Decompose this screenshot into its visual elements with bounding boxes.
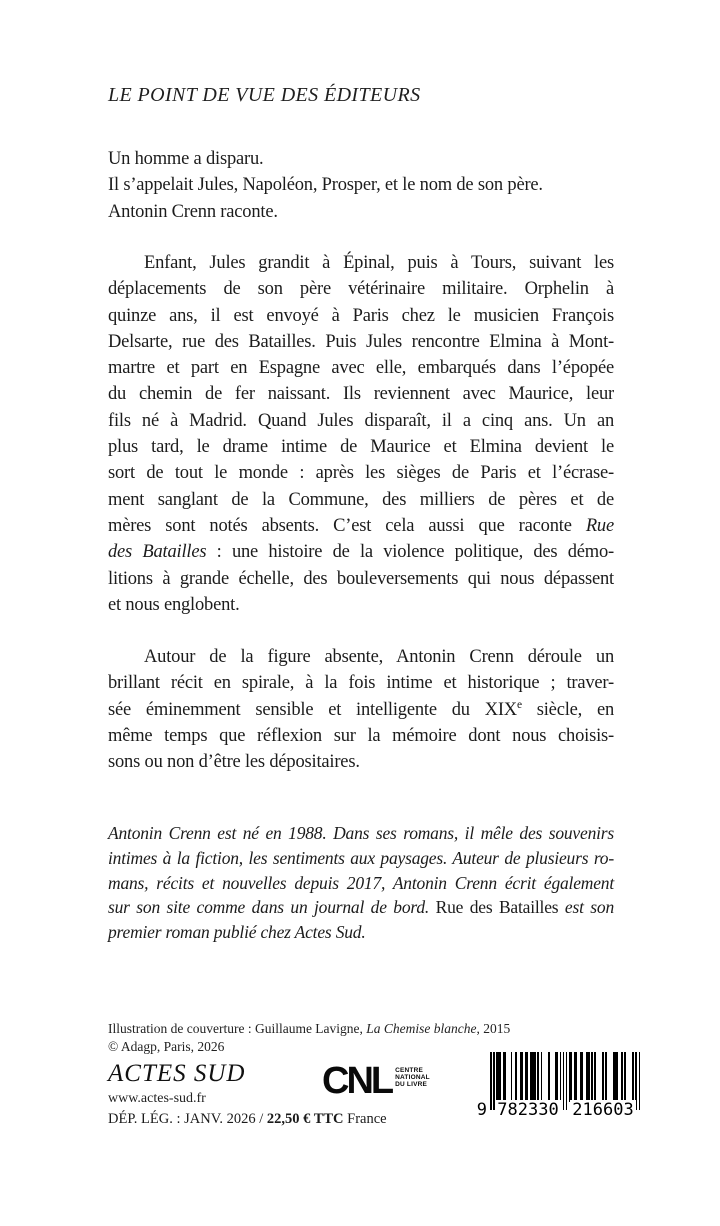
barcode bbox=[476, 1052, 650, 1124]
cnl-label-line-3: DU LIVRE bbox=[395, 1081, 428, 1088]
synopsis-paragraph-2: Autour de la figure absente, Antonin Crenn déroule un brillant récit en spirale, à la fois intime et historique ; traver- sée éminemment sensible et intelligente du XIXe siècle, en même temps que réflexion sur la mémoire dont nous choisis- sons ou non d’être les dépositaires. bbox=[108, 647, 615, 773]
publisher-website: www.actes-sud.fr bbox=[108, 1091, 206, 1106]
barcode-digit-first: 9 bbox=[476, 1100, 487, 1120]
cnl-acronym: CNL bbox=[322, 1060, 392, 1102]
barcode-digits bbox=[476, 1100, 650, 1120]
synopsis-paragraph-1: Enfant, Jules grandit à Épinal, puis à Tours, suivant les déplacements de son père vétérinaire militaire. Orphelin à quinze ans, il est envoyé à Paris chez le musicien François Delsarte, rue des Batailles. Puis Jules rencontre Elmina à Mont- martre et part en Espagne avec elle, embarqués dans l’épopée du chemin de fer naissant. Ils reviennent avec Maurice, leur fils né à Madrid. Quand Jules disparaît, il a cinq ans. Un an plus tard, le drame intime de Maurice et Elmina devient le sort de tout le monde : après les sièges de Paris et l’écrase- ment sanglant de la Commune, des milliers de pères et de mères sont notés absents. C’est cela aussi que raconte Rue des Batailles : une histoire de la violence politique, des démo- litions à grande échelle, des bouleversements qui nous dépassent et nous englobent. bbox=[108, 253, 614, 615]
cnl-label bbox=[395, 1067, 430, 1088]
legal-price-line: DÉP. LÉG. : JANV. 2026 / 22,50 € TTC France bbox=[108, 1111, 387, 1127]
cnl-label-line-1: CENTRE bbox=[395, 1067, 424, 1074]
cnl-label-line-2: NATIONAL bbox=[395, 1074, 430, 1081]
intro-paragraph: Un homme a disparu. Il s’appelait Jules, Napoléon, Prosper, et le nom de son père. Antonin Crenn raconte. bbox=[108, 149, 543, 222]
cover-credit: Illustration de couverture : Guillaume Lavigne, La Chemise blanche, 2015 © Adagp, Paris, 2026 bbox=[108, 1021, 511, 1054]
actes-sud-logo: ACTES SUD bbox=[108, 1060, 246, 1087]
author-bio: Antonin Crenn est né en 1988. Dans ses romans, il mêle des souvenirs intimes à la fiction, les sentiments aux paysages. Auteur de plusieurs ro- mans, récits et nouvelles depuis 2017, Antonin Crenn écrit également sur son site comme dans un journal de bord. Rue des Batailles est son premier roman publié chez Actes Sud. bbox=[108, 823, 614, 943]
cnl-logo bbox=[322, 1062, 442, 1108]
editorial-heading: LE POINT DE VUE DES ÉDITEURS bbox=[108, 84, 421, 106]
barcode-digit-group-1: 782330 bbox=[495, 1100, 561, 1120]
barcode-digit-group-2: 216603 bbox=[570, 1100, 636, 1120]
